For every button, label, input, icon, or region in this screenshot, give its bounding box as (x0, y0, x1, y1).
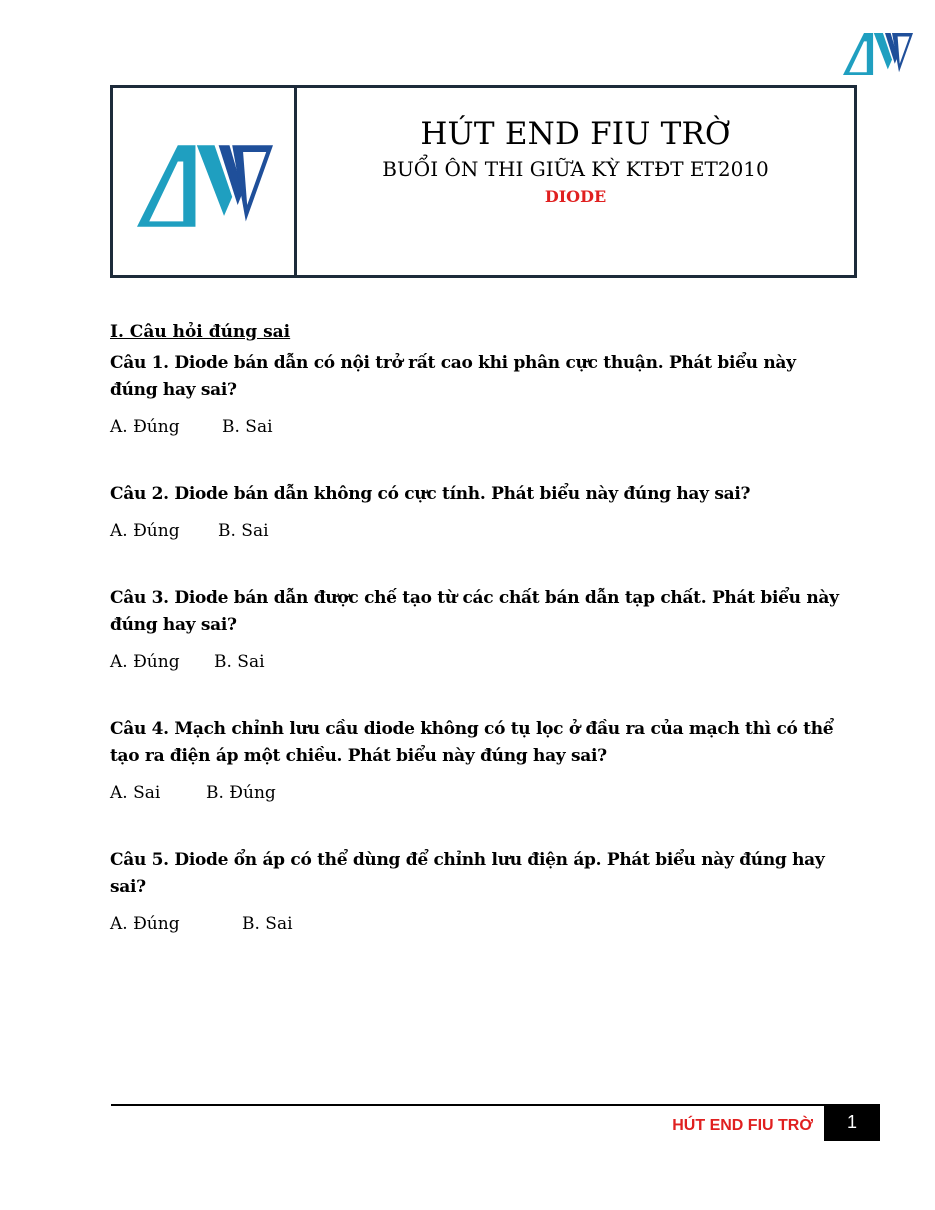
option-a[interactable]: A. Sai (110, 783, 161, 803)
question-4 (110, 716, 840, 805)
document-subtitle: BUỔI ÔN THI GIỮA KỲ KTĐT ET2010 (382, 157, 769, 181)
question-3 (110, 585, 840, 674)
header-title-cell (297, 88, 854, 275)
footer-brand: HÚT END FIU TRỜ (672, 1117, 813, 1134)
option-a[interactable]: A. Đúng (110, 417, 180, 437)
option-b[interactable]: B. Sai (218, 521, 269, 541)
answer-options (110, 912, 840, 936)
option-b[interactable]: B. Đúng (206, 783, 276, 803)
option-a[interactable]: A. Đúng (110, 914, 180, 934)
question-text: Câu 4. Mạch chỉnh lưu cầu diode không có tụ lọc ở đầu ra của mạch thì có thể tạo ra điện áp một chiều. Phát biểu này đúng hay sai? (110, 719, 834, 766)
answer-options (110, 415, 840, 439)
document-topic: DIODE (544, 187, 607, 206)
question-list (110, 318, 840, 978)
question-text: Câu 5. Diode ổn áp có thể dùng để chỉnh lưu điện áp. Phát biểu này đúng hay sai? (110, 850, 825, 897)
footer-divider (111, 1104, 824, 1106)
option-b[interactable]: B. Sai (242, 914, 293, 934)
question-text: Câu 2. Diode bán dẫn không có cực tính. Phát biểu này đúng hay sai? (110, 484, 751, 504)
question-text: Câu 3. Diode bán dẫn được chế tạo từ các chất bán dẫn tạp chất. Phát biểu này đúng hay sai? (110, 588, 839, 635)
answer-options (110, 519, 840, 543)
question-text: Câu 1. Diode bán dẫn có nội trở rất cao khi phân cực thuận. Phát biểu này đúng hay sai? (110, 353, 796, 400)
av-logo-icon (137, 145, 273, 227)
option-b[interactable]: B. Sai (214, 652, 265, 672)
header-logo-cell (113, 88, 297, 275)
answer-options (110, 650, 840, 674)
option-b[interactable]: B. Sai (222, 417, 273, 437)
corner-logo-icon (843, 33, 913, 75)
option-a[interactable]: A. Đúng (110, 652, 180, 672)
header-box (110, 85, 857, 278)
option-a[interactable]: A. Đúng (110, 521, 180, 541)
question-1 (110, 350, 840, 439)
question-5 (110, 847, 840, 936)
page-number: 1 (824, 1104, 880, 1141)
document-title: HÚT END FIU TRỜ (420, 116, 731, 152)
section-title: I. Câu hỏi đúng sai (110, 322, 291, 342)
question-2 (110, 481, 840, 543)
answer-options (110, 781, 840, 805)
